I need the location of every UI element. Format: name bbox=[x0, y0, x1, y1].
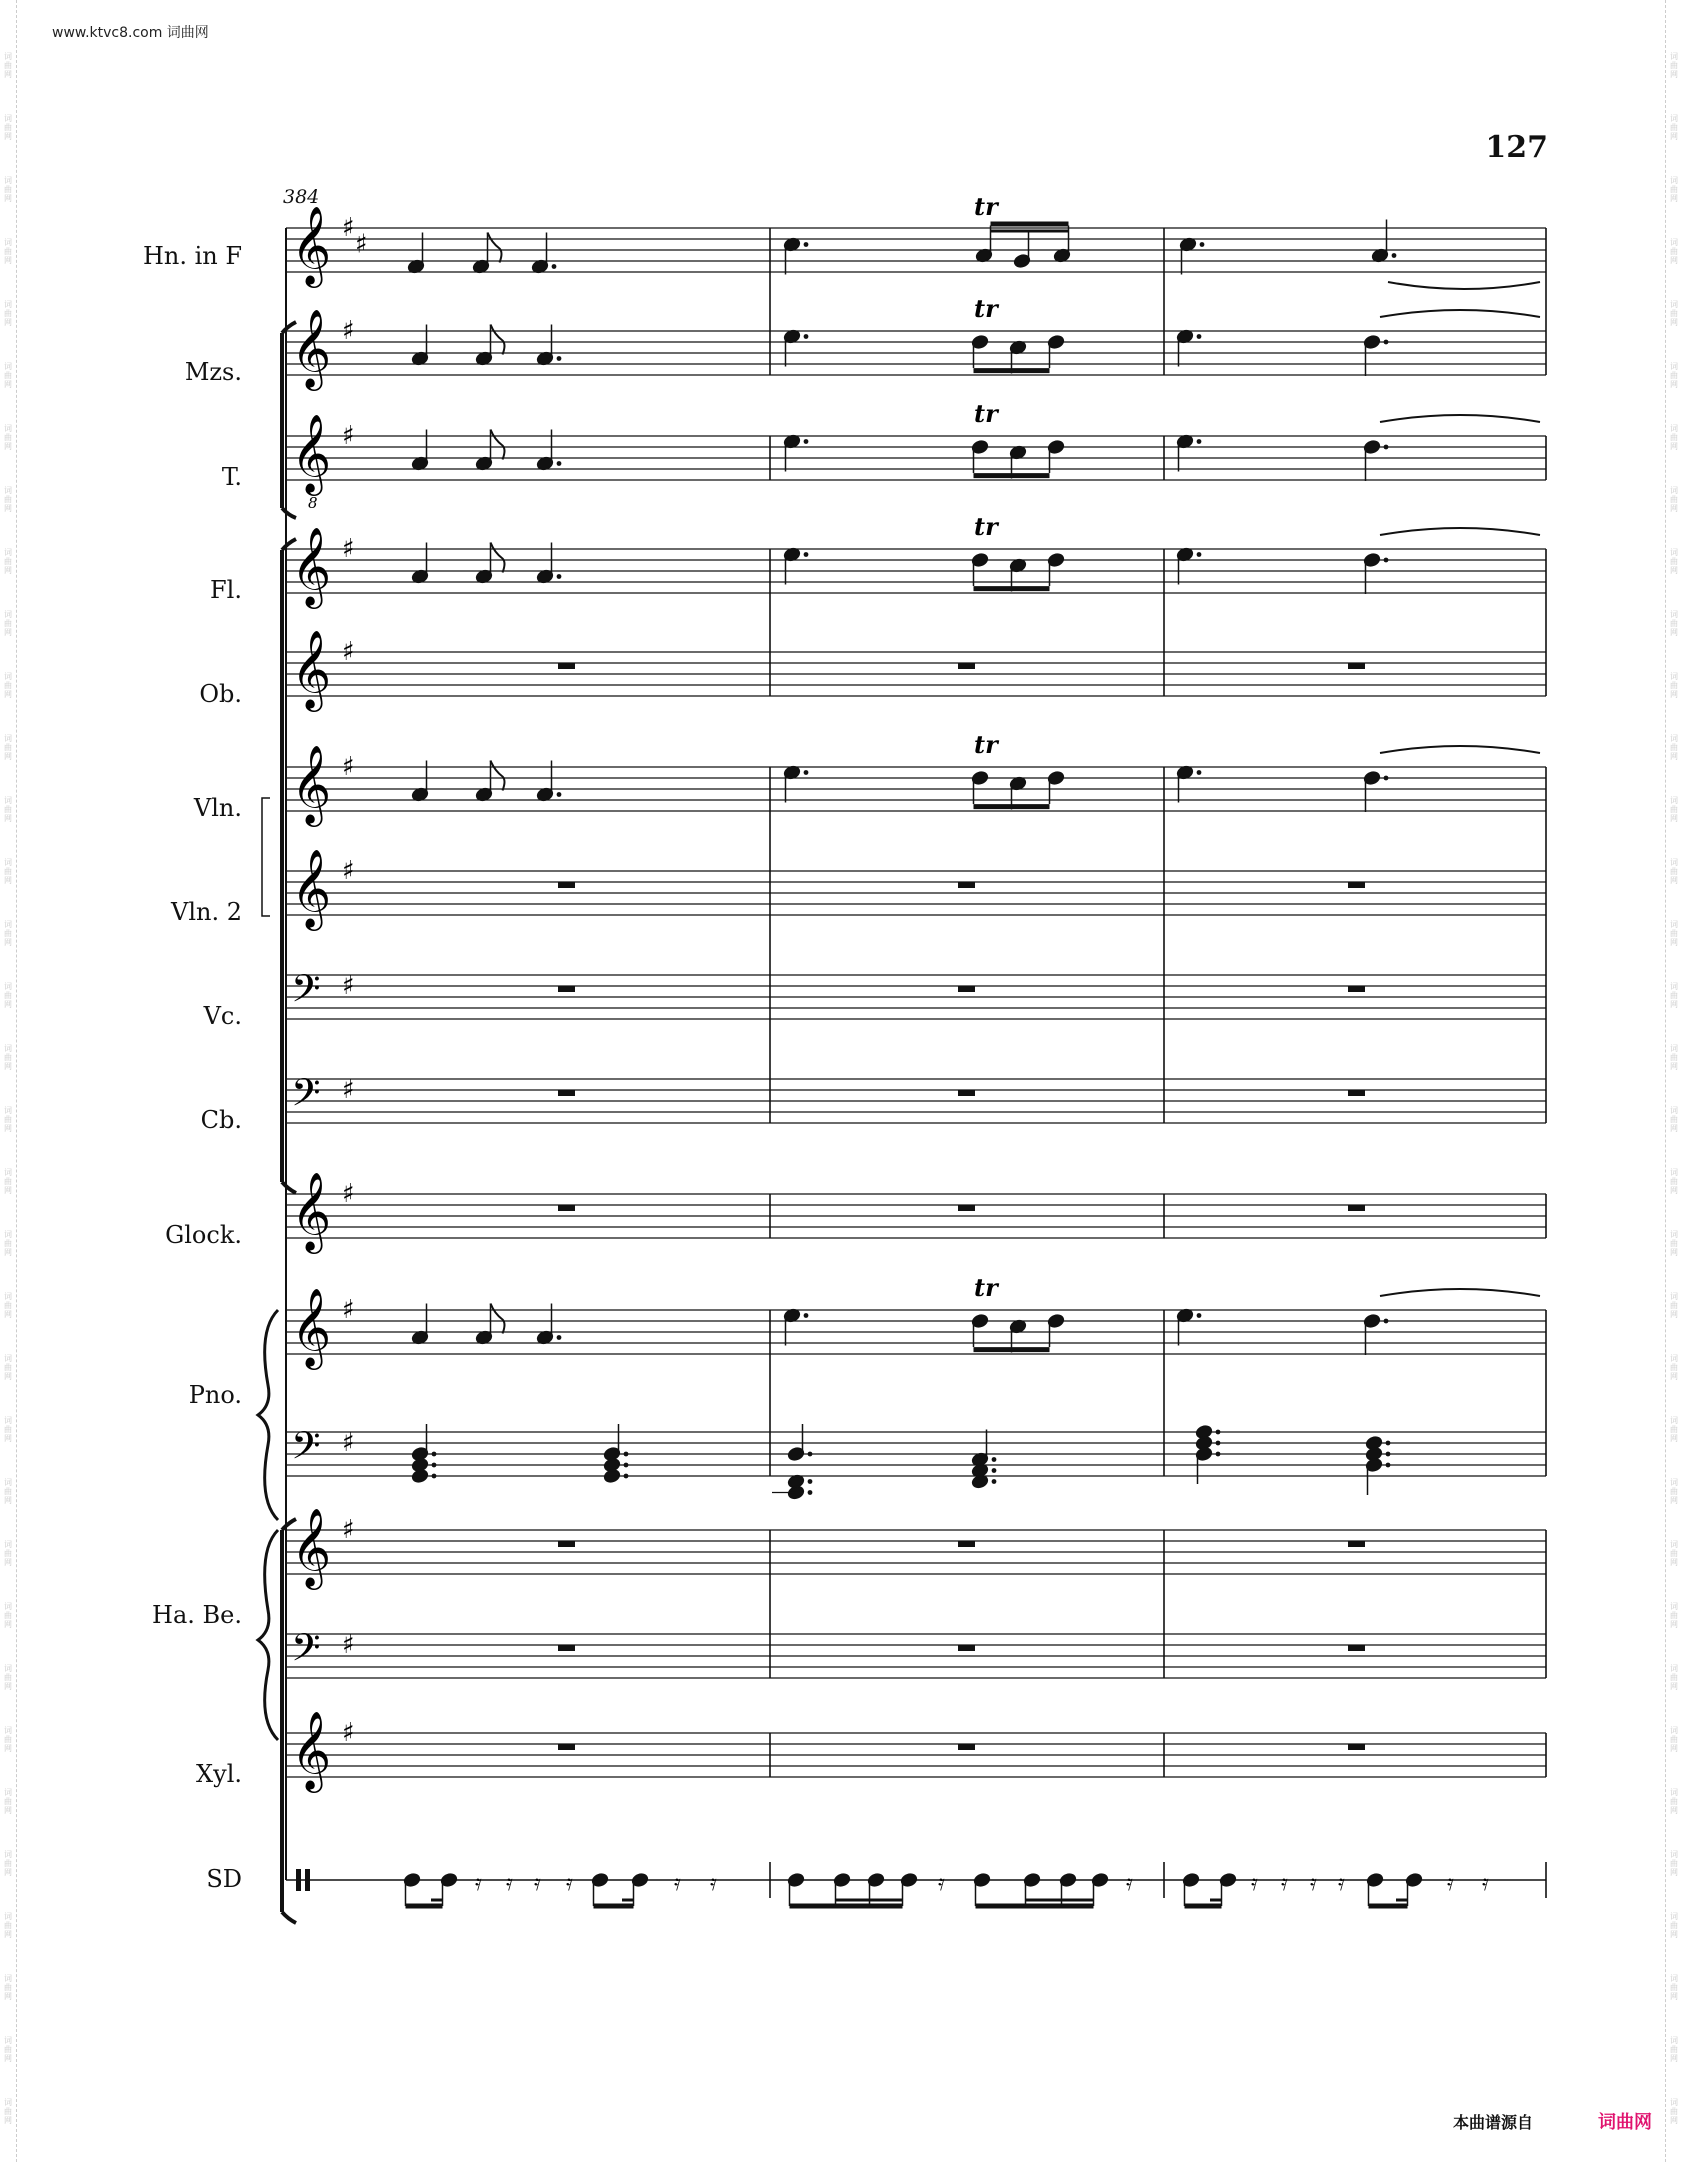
side-watermark: 词 曲 网 bbox=[1670, 1912, 1678, 1939]
whole-rest bbox=[558, 663, 575, 669]
side-watermark: 词 曲 网 bbox=[4, 1850, 12, 1877]
sharp-icon: ♯ bbox=[342, 1718, 355, 1748]
side-watermark: 词 曲 网 bbox=[1670, 1664, 1678, 1691]
footer-text: 本曲谱源自 bbox=[1453, 2113, 1534, 2132]
label-piano: Pno. bbox=[188, 1381, 242, 1409]
bass-clef-icon: 𝄢 bbox=[291, 1625, 321, 1679]
label-flute: Fl. bbox=[210, 576, 242, 604]
whole-rest bbox=[558, 1744, 575, 1750]
label-harp-bells: Ha. Be. bbox=[152, 1601, 242, 1629]
side-watermark: 词 曲 网 bbox=[4, 1416, 12, 1443]
augmentation-dot bbox=[992, 1479, 997, 1484]
side-watermark: 词 曲 网 bbox=[1670, 1726, 1678, 1753]
eighth-flag bbox=[491, 761, 505, 791]
sixteenth-rest: 𝄿 bbox=[674, 1871, 681, 1896]
sixteenth-rest: 𝄿 bbox=[1482, 1871, 1489, 1896]
sharp-icon: ♯ bbox=[355, 229, 368, 260]
augmentation-dot bbox=[992, 1457, 997, 1462]
notehead bbox=[411, 1468, 429, 1483]
footer-brand: 词曲网 bbox=[1598, 2112, 1652, 2133]
augmentation-dot bbox=[1392, 253, 1397, 258]
sixteenth-rest: 𝄿 bbox=[1126, 1871, 1133, 1896]
whole-rest bbox=[958, 882, 975, 888]
whole-rest bbox=[958, 986, 975, 992]
source-header: www.ktvc8.com 词曲网 bbox=[52, 25, 209, 41]
whole-rest bbox=[1348, 882, 1365, 888]
side-watermark: 词 曲 网 bbox=[1670, 1044, 1678, 1071]
augmentation-dot bbox=[557, 574, 562, 579]
augmentation-dot bbox=[808, 1479, 813, 1484]
whole-rest bbox=[1348, 663, 1365, 669]
side-watermark: 词 曲 网 bbox=[4, 920, 12, 947]
side-watermark: 词 曲 网 bbox=[4, 1540, 12, 1567]
label-contrabass: Cb. bbox=[200, 1106, 242, 1134]
augmentation-dot bbox=[1384, 340, 1389, 345]
eighth-flag bbox=[491, 325, 505, 355]
eighth-flag bbox=[491, 1304, 505, 1334]
sixteenth-rest: 𝄿 bbox=[938, 1871, 945, 1896]
whole-rest bbox=[1348, 1205, 1365, 1211]
side-watermark: 词 曲 网 bbox=[1670, 1974, 1678, 2001]
side-watermark: 词 曲 网 bbox=[4, 982, 12, 1009]
whole-rest bbox=[1348, 1541, 1365, 1547]
label-oboe: Ob. bbox=[199, 680, 242, 708]
whole-rest bbox=[558, 1645, 575, 1651]
label-tenor: T. bbox=[221, 463, 242, 491]
side-watermark: 词 曲 网 bbox=[4, 176, 12, 203]
whole-rest bbox=[958, 1090, 975, 1096]
label-violin-2: Vln. 2 bbox=[171, 898, 242, 926]
bass-clef-icon: 𝄢 bbox=[291, 1070, 321, 1124]
augmentation-dot bbox=[804, 770, 809, 775]
augmentation-dot bbox=[1384, 558, 1389, 563]
side-watermark: 词 曲 网 bbox=[1670, 672, 1678, 699]
side-watermark: 词 曲 网 bbox=[1670, 1230, 1678, 1257]
sixteenth-rest: 𝄿 bbox=[710, 1871, 717, 1896]
augmentation-dot bbox=[804, 334, 809, 339]
percussion-clef-icon bbox=[305, 1869, 310, 1891]
tie bbox=[1380, 310, 1540, 317]
percussion-clef-icon bbox=[296, 1869, 301, 1891]
side-watermark: 词 曲 网 bbox=[1670, 238, 1678, 265]
augmentation-dot bbox=[624, 1474, 629, 1479]
sixteenth-rest: 𝄿 bbox=[566, 1871, 573, 1896]
bass-clef-icon: 𝄢 bbox=[291, 1423, 321, 1477]
side-watermark: 词 曲 网 bbox=[4, 114, 12, 141]
augmentation-dot bbox=[432, 1463, 437, 1468]
augmentation-dot bbox=[1197, 1313, 1202, 1318]
sharp-icon: ♯ bbox=[342, 1075, 355, 1105]
whole-rest bbox=[958, 1541, 975, 1547]
sharp-icon: ♯ bbox=[342, 316, 355, 346]
whole-rest bbox=[1348, 1744, 1365, 1750]
label-glockenspiel: Glock. bbox=[165, 1221, 242, 1249]
augmentation-dot bbox=[1197, 334, 1202, 339]
side-watermark: 词 曲 网 bbox=[4, 1788, 12, 1815]
whole-rest bbox=[958, 663, 975, 669]
sharp-icon: ♯ bbox=[342, 1515, 355, 1545]
side-watermark: 词 曲 网 bbox=[1670, 1602, 1678, 1629]
page-number: 127 bbox=[1485, 130, 1548, 165]
augmentation-dot bbox=[808, 1452, 813, 1457]
augmentation-dot bbox=[808, 1490, 813, 1495]
trill-mark: tr bbox=[974, 730, 998, 759]
sixteenth-rest: 𝄿 bbox=[534, 1871, 541, 1896]
violin-sub-bracket bbox=[262, 798, 270, 916]
side-watermark: 词 曲 网 bbox=[4, 734, 12, 761]
eighth-flag bbox=[491, 430, 505, 460]
whole-rest bbox=[558, 1090, 575, 1096]
tie bbox=[1380, 528, 1540, 535]
side-watermark: 词 曲 网 bbox=[1670, 424, 1678, 451]
label-violin: Vln. bbox=[193, 794, 242, 822]
augmentation-dot bbox=[804, 552, 809, 557]
treble-clef-icon: 𝄞 bbox=[291, 745, 332, 824]
augmentation-dot bbox=[1197, 770, 1202, 775]
augmentation-dot bbox=[804, 439, 809, 444]
whole-rest bbox=[958, 1744, 975, 1750]
side-watermark: 词 曲 网 bbox=[1670, 1106, 1678, 1133]
whole-rest bbox=[958, 1645, 975, 1651]
side-watermark: 词 曲 网 bbox=[1670, 2098, 1678, 2125]
eighth-flag bbox=[488, 233, 502, 263]
augmentation-dot bbox=[557, 356, 562, 361]
staff-lines bbox=[258, 228, 1546, 1923]
trill-mark: tr bbox=[974, 512, 998, 541]
treble-clef-icon: 𝄞 bbox=[291, 630, 332, 709]
side-watermark: 词 曲 网 bbox=[4, 1912, 12, 1939]
treble-clef-icon: 𝄞 bbox=[291, 309, 332, 388]
augmentation-dot bbox=[804, 242, 809, 247]
side-watermark: 词 曲 网 bbox=[4, 300, 12, 327]
tie bbox=[1388, 282, 1540, 289]
augmentation-dot bbox=[432, 1452, 437, 1457]
eighth-flag bbox=[491, 543, 505, 573]
treble-clef-icon: 𝄞 bbox=[291, 1711, 332, 1790]
side-watermark: 词 曲 网 bbox=[4, 796, 12, 823]
tie bbox=[1380, 1289, 1540, 1296]
sixteenth-rest: 𝄿 bbox=[1447, 1871, 1454, 1896]
sharp-icon: ♯ bbox=[342, 971, 355, 1001]
tie bbox=[1380, 746, 1540, 753]
augmentation-dot bbox=[1200, 242, 1205, 247]
augmentation-dot bbox=[1197, 439, 1202, 444]
augmentation-dot bbox=[1216, 1441, 1221, 1446]
side-watermark: 词 曲 网 bbox=[1670, 176, 1678, 203]
side-watermark: 词 曲 网 bbox=[4, 1168, 12, 1195]
augmentation-dot bbox=[1197, 552, 1202, 557]
sharp-icon: ♯ bbox=[342, 1179, 355, 1209]
trill-mark: tr bbox=[974, 399, 998, 428]
augmentation-dot bbox=[1384, 776, 1389, 781]
treble-clef-icon: 𝄞 bbox=[291, 527, 332, 606]
side-watermark: 词 曲 网 bbox=[4, 548, 12, 575]
sharp-icon: ♯ bbox=[342, 637, 355, 667]
octave-mark: 8 bbox=[308, 494, 318, 512]
sharp-icon: ♯ bbox=[342, 534, 355, 564]
sixteenth-rest: 𝄿 bbox=[506, 1871, 513, 1896]
label-cello: Vc. bbox=[203, 1002, 242, 1030]
sharp-icon: ♯ bbox=[342, 1295, 355, 1325]
augmentation-dot bbox=[557, 461, 562, 466]
treble-clef-icon: 𝄞 bbox=[291, 1508, 332, 1587]
side-watermark: 词 曲 网 bbox=[4, 486, 12, 513]
side-watermark: 词 曲 网 bbox=[1670, 52, 1678, 79]
side-watermark: 词 曲 网 bbox=[1670, 486, 1678, 513]
side-watermark: 词 曲 网 bbox=[4, 1602, 12, 1629]
side-watermark: 词 曲 网 bbox=[4, 858, 12, 885]
score-marks bbox=[291, 192, 1540, 1906]
sharp-icon: ♯ bbox=[342, 1630, 355, 1660]
whole-rest bbox=[558, 986, 575, 992]
side-watermark: 词 曲 网 bbox=[4, 1664, 12, 1691]
side-watermark: 词 曲 网 bbox=[1670, 300, 1678, 327]
trill-mark: tr bbox=[974, 294, 998, 323]
augmentation-dot bbox=[1216, 1452, 1221, 1457]
label-horn: Hn. in F bbox=[142, 242, 242, 270]
side-watermark: 词 曲 网 bbox=[1670, 610, 1678, 637]
treble-clef-icon: 𝄞 bbox=[291, 206, 332, 285]
augmentation-dot bbox=[432, 1474, 437, 1479]
sixteenth-rest: 𝄿 bbox=[1310, 1871, 1317, 1896]
treble-clef-icon: 𝄞 bbox=[291, 1172, 332, 1251]
side-watermark: 词 曲 网 bbox=[1670, 982, 1678, 1009]
side-watermark: 词 曲 网 bbox=[1670, 1292, 1678, 1319]
side-watermark: 词 曲 网 bbox=[4, 2098, 12, 2125]
whole-rest bbox=[958, 1205, 975, 1211]
harp-brace-icon bbox=[258, 1530, 278, 1740]
side-watermark: 词 曲 网 bbox=[1670, 1416, 1678, 1443]
augmentation-dot bbox=[1384, 445, 1389, 450]
side-watermark: 词 曲 网 bbox=[1670, 796, 1678, 823]
measure-number: 384 bbox=[283, 186, 320, 208]
side-watermark: 词 曲 网 bbox=[4, 362, 12, 389]
side-watermark: 词 曲 网 bbox=[4, 238, 12, 265]
whole-rest bbox=[558, 882, 575, 888]
side-watermark: 词 曲 网 bbox=[4, 1230, 12, 1257]
side-watermark: 词 曲 网 bbox=[1670, 734, 1678, 761]
side-watermark: 词 曲 网 bbox=[1670, 1540, 1678, 1567]
side-watermark: 词 曲 网 bbox=[4, 424, 12, 451]
augmentation-dot bbox=[804, 1313, 809, 1318]
sharp-icon: ♯ bbox=[342, 213, 355, 243]
label-snare-drum: SD bbox=[206, 1865, 242, 1893]
side-watermark: 词 曲 网 bbox=[1670, 1788, 1678, 1815]
sixteenth-rest: 𝄿 bbox=[1281, 1871, 1288, 1896]
trill-mark: tr bbox=[974, 192, 998, 221]
augmentation-dot bbox=[992, 1468, 997, 1473]
sharp-icon: ♯ bbox=[342, 856, 355, 886]
side-watermark: 词 曲 网 bbox=[1670, 362, 1678, 389]
side-watermark: 词 曲 网 bbox=[1670, 2036, 1678, 2063]
whole-rest bbox=[1348, 1090, 1365, 1096]
side-watermark: 词 曲 网 bbox=[4, 1292, 12, 1319]
augmentation-dot bbox=[1386, 1452, 1391, 1457]
side-watermark: 词 曲 网 bbox=[1670, 548, 1678, 575]
augmentation-dot bbox=[624, 1463, 629, 1468]
augmentation-dot bbox=[552, 264, 557, 269]
whole-rest bbox=[1348, 1645, 1365, 1651]
treble-clef-icon: 𝄞 bbox=[291, 849, 332, 928]
label-mezzo: Mzs. bbox=[184, 358, 242, 386]
side-watermark: 词 曲 网 bbox=[1670, 858, 1678, 885]
treble-clef-icon: 𝄞 bbox=[291, 1288, 332, 1367]
whole-rest bbox=[1348, 986, 1365, 992]
side-watermark: 词 曲 网 bbox=[1670, 1354, 1678, 1381]
side-watermark: 词 曲 网 bbox=[1670, 1850, 1678, 1877]
augmentation-dot bbox=[1384, 1319, 1389, 1324]
side-watermark: 词 曲 网 bbox=[1670, 920, 1678, 947]
sharp-icon: ♯ bbox=[342, 1428, 355, 1458]
side-watermark: 词 曲 网 bbox=[1670, 1168, 1678, 1195]
notehead bbox=[603, 1468, 621, 1483]
side-watermark: 词 曲 网 bbox=[4, 52, 12, 79]
augmentation-dot bbox=[1386, 1441, 1391, 1446]
augmentation-dot bbox=[1386, 1463, 1391, 1468]
side-watermark: 词 曲 网 bbox=[1670, 114, 1678, 141]
sixteenth-rest: 𝄿 bbox=[475, 1871, 482, 1896]
side-watermark: 词 曲 网 bbox=[4, 1478, 12, 1505]
sharp-icon: ♯ bbox=[342, 752, 355, 782]
side-watermark: 词 曲 网 bbox=[4, 2036, 12, 2063]
augmentation-dot bbox=[557, 1335, 562, 1340]
side-watermark: 词 曲 网 bbox=[4, 1106, 12, 1133]
sixteenth-rest: 𝄿 bbox=[1338, 1871, 1345, 1896]
label-xylophone: Xyl. bbox=[196, 1760, 242, 1788]
side-watermark: 词 曲 网 bbox=[4, 1044, 12, 1071]
side-watermark: 词 曲 网 bbox=[1670, 1478, 1678, 1505]
side-watermark: 词 曲 网 bbox=[4, 610, 12, 637]
bass-clef-icon: 𝄢 bbox=[291, 966, 321, 1020]
whole-rest bbox=[558, 1541, 575, 1547]
side-watermark: 词 曲 网 bbox=[4, 1726, 12, 1753]
side-watermark: 词 曲 网 bbox=[4, 1354, 12, 1381]
side-watermark: 词 曲 网 bbox=[4, 1974, 12, 2001]
piano-brace-icon bbox=[258, 1310, 278, 1520]
whole-rest bbox=[558, 1205, 575, 1211]
treble-clef-icon: 𝄞 bbox=[291, 414, 332, 493]
trill-mark: tr bbox=[974, 1273, 998, 1302]
tie bbox=[1380, 415, 1540, 422]
side-watermark: 词 曲 网 bbox=[4, 672, 12, 699]
augmentation-dot bbox=[624, 1452, 629, 1457]
augmentation-dot bbox=[1216, 1430, 1221, 1435]
sharp-icon: ♯ bbox=[342, 421, 355, 451]
augmentation-dot bbox=[557, 792, 562, 797]
sixteenth-rest: 𝄿 bbox=[1251, 1871, 1258, 1896]
